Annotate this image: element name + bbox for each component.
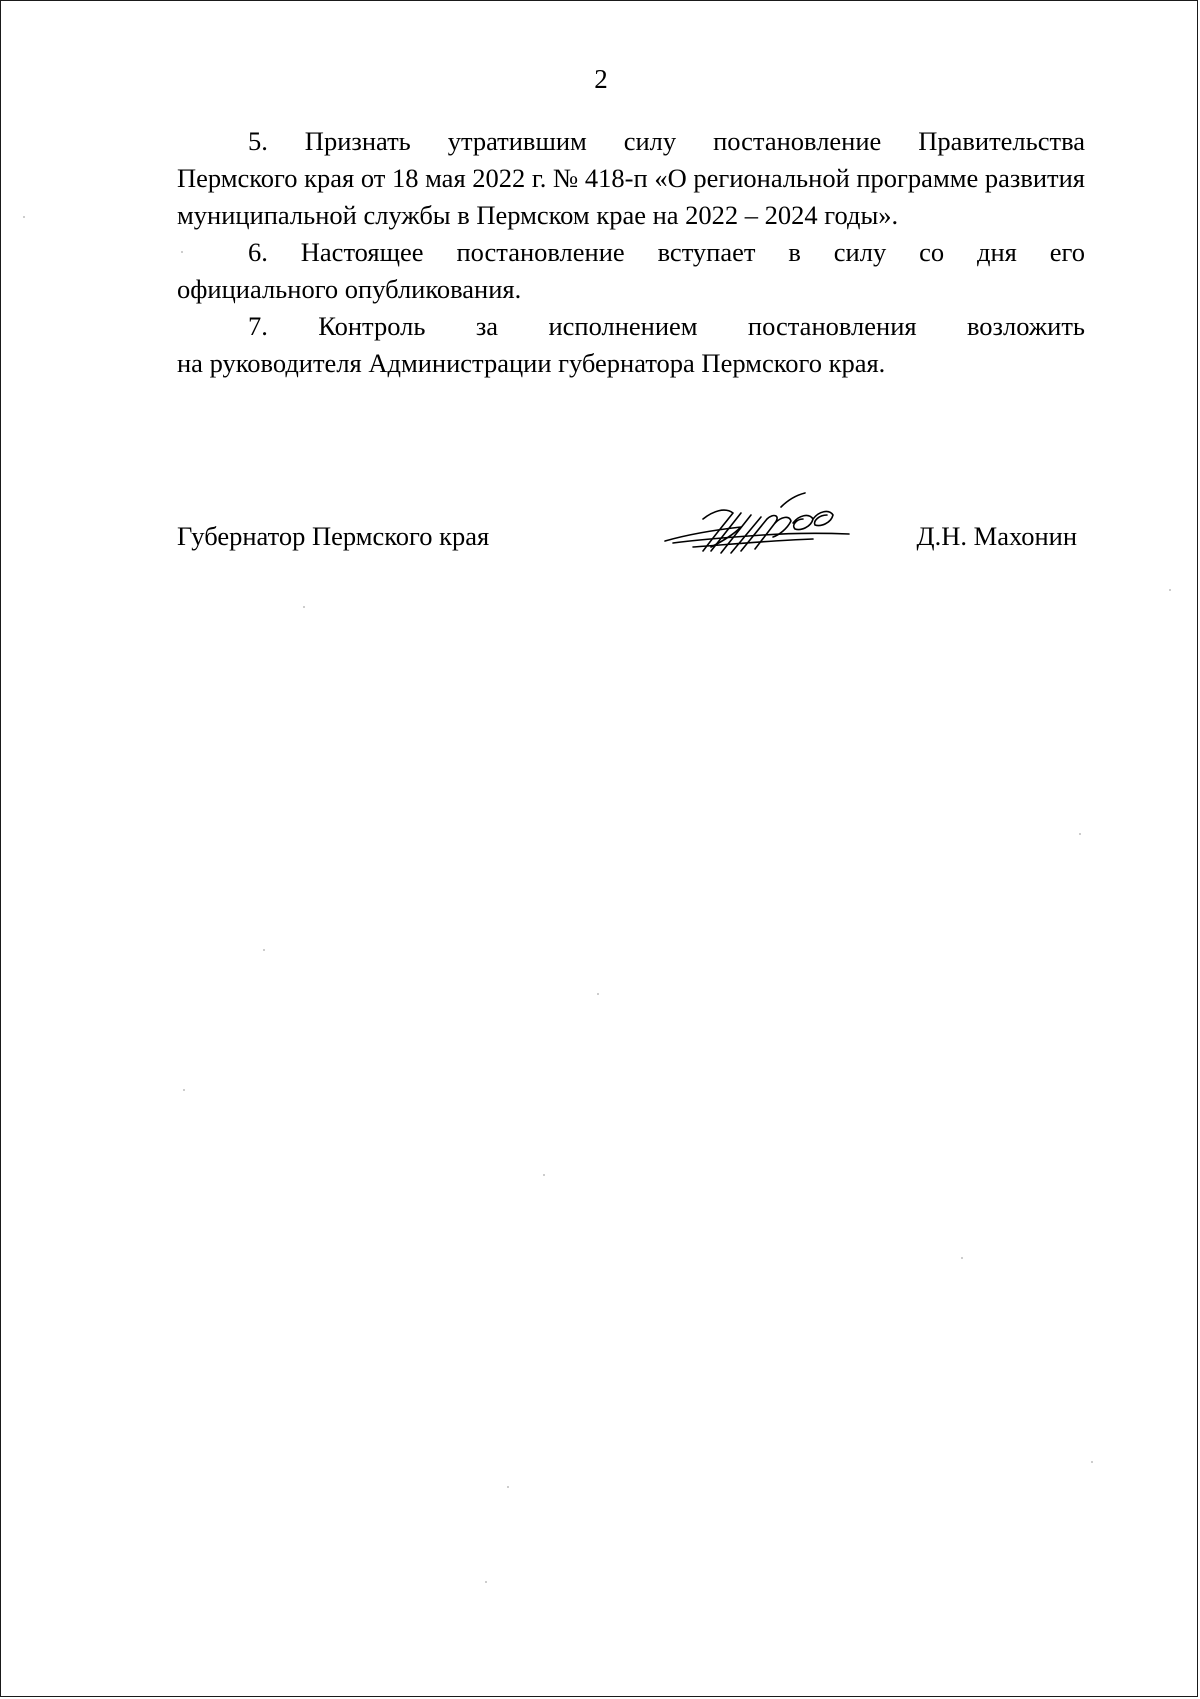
paragraph-5-first-line: 5. Признать утратившим силу постановление Правительства bbox=[248, 126, 1085, 156]
handwritten-signature bbox=[663, 489, 853, 569]
scan-speck bbox=[1091, 1461, 1093, 1463]
paragraph-5 bbox=[177, 123, 1085, 234]
scan-speck bbox=[1079, 833, 1081, 835]
signatory-position: Губернатор Пермского края bbox=[177, 521, 490, 551]
scan-speck bbox=[961, 1257, 963, 1259]
paragraph-7-rest: на руководителя Администрации губернатора Пермского края. bbox=[177, 348, 886, 378]
paragraph-6 bbox=[177, 234, 1085, 308]
page-number: 2 bbox=[594, 64, 608, 94]
scan-speck bbox=[543, 1174, 545, 1176]
scan-speck bbox=[183, 1089, 185, 1091]
document-body bbox=[177, 123, 1085, 382]
signature-block bbox=[177, 511, 1085, 561]
scan-speck bbox=[1169, 589, 1171, 591]
paragraph-7-first-line: 7. Контроль за исполнением постановления возложить bbox=[248, 311, 1085, 341]
scan-speck bbox=[181, 251, 183, 253]
signatory-name: Д.Н. Махонин bbox=[916, 521, 1077, 551]
paragraph-5-rest: Пермского края от 18 мая 2022 г. № 418-п «О региональной программе развития муниципальной службы в Пермском крае на 2022 – 2024 годы». bbox=[177, 163, 1085, 230]
scan-speck bbox=[597, 993, 599, 995]
scan-speck bbox=[485, 1581, 487, 1583]
scan-speck bbox=[303, 606, 305, 608]
paragraph-6-rest: официального опубликования. bbox=[177, 274, 522, 304]
scan-speck bbox=[23, 216, 25, 218]
scan-speck bbox=[263, 949, 265, 951]
scan-speck bbox=[507, 1486, 509, 1488]
paragraph-6-first-line: 6. Настоящее постановление вступает в силу со дня его bbox=[248, 237, 1085, 267]
paragraph-7 bbox=[177, 308, 1085, 382]
